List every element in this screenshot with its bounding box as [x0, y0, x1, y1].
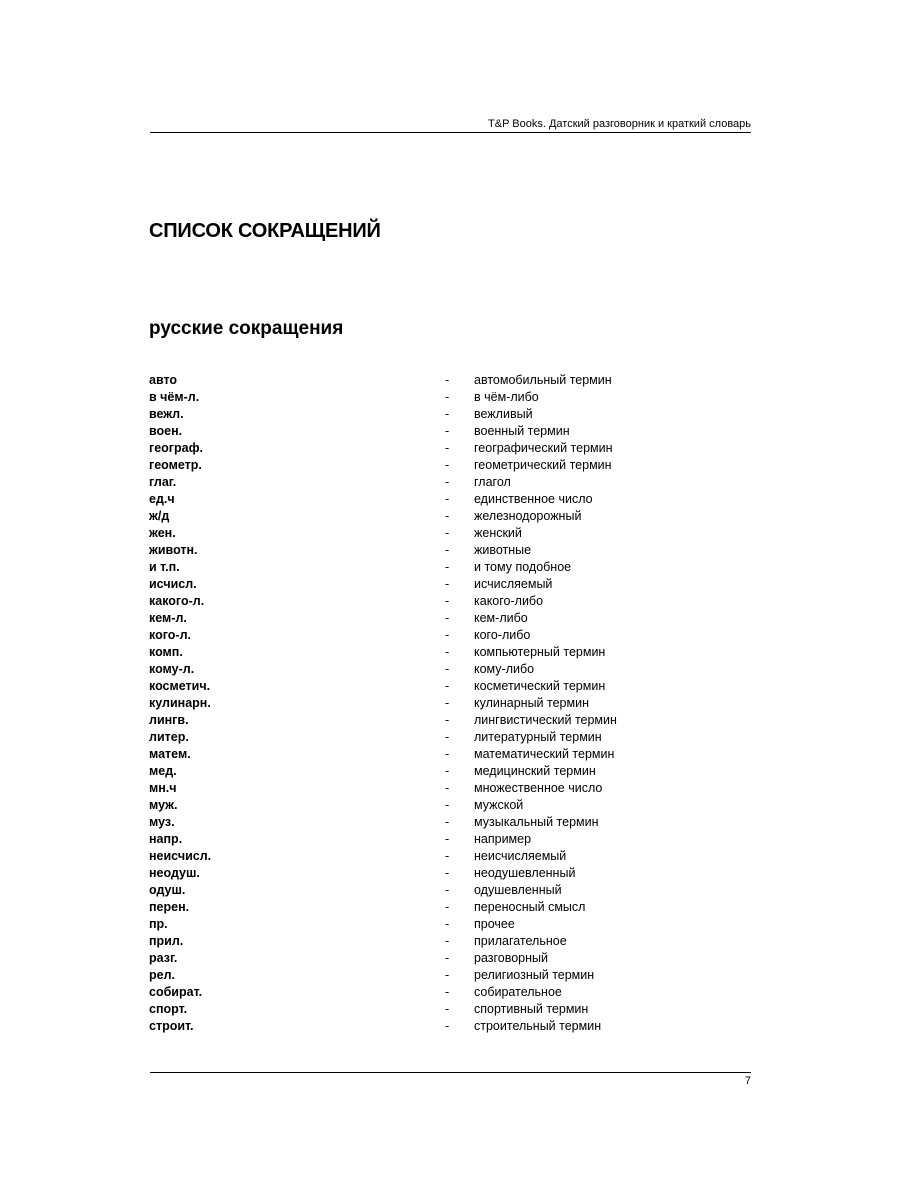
abbreviation-definition: женский — [474, 526, 522, 540]
abbreviation-definition: неисчисляемый — [474, 849, 567, 863]
running-header: T&P Books. Датский разговорник и краткий словарь — [488, 118, 751, 130]
list-item — [149, 525, 751, 542]
separator-dash: - — [445, 645, 450, 659]
abbreviation-definition: множественное число — [474, 781, 603, 795]
list-item — [149, 423, 751, 440]
list-item — [149, 1001, 751, 1018]
separator-dash: - — [445, 798, 450, 812]
separator-dash: - — [445, 900, 450, 914]
abbreviation-term: разг. — [149, 951, 178, 965]
separator-dash: - — [445, 696, 450, 710]
list-item — [149, 695, 751, 712]
list-item — [149, 899, 751, 916]
list-item — [149, 627, 751, 644]
abbreviation-term: мн.ч — [149, 781, 177, 795]
page-number: 7 — [744, 1075, 751, 1087]
abbreviation-definition: какого-либо — [474, 594, 544, 608]
separator-dash: - — [445, 934, 450, 948]
abbreviation-term: пр. — [149, 917, 168, 931]
abbreviation-term: неодуш. — [149, 866, 200, 880]
abbreviation-definition: собирательное — [474, 985, 562, 999]
abbreviation-term: жен. — [149, 526, 176, 540]
abbreviation-definition: спортивный термин — [474, 1002, 589, 1016]
list-item — [149, 763, 751, 780]
abbreviation-definition: военный термин — [474, 424, 570, 438]
abbreviation-term: одуш. — [149, 883, 186, 897]
abbreviation-term: ед.ч — [149, 492, 175, 506]
abbreviation-definition: и тому подобное — [474, 560, 572, 574]
list-item — [149, 457, 751, 474]
abbreviation-definition: географический термин — [474, 441, 613, 455]
abbreviation-definition: одушевленный — [474, 883, 562, 897]
abbreviation-definition: прочее — [474, 917, 515, 931]
separator-dash: - — [445, 968, 450, 982]
separator-dash: - — [445, 1019, 450, 1033]
abbreviation-term: исчисл. — [149, 577, 197, 591]
abbreviation-definition: кулинарный термин — [474, 696, 589, 710]
list-item — [149, 882, 751, 899]
separator-dash: - — [445, 1002, 450, 1016]
abbreviation-definition: вежливый — [474, 407, 533, 421]
abbreviation-term: географ. — [149, 441, 203, 455]
list-item — [149, 678, 751, 695]
separator-dash: - — [445, 747, 450, 761]
list-item — [149, 780, 751, 797]
abbreviation-term: лингв. — [149, 713, 189, 727]
separator-dash: - — [445, 679, 450, 693]
abbreviation-term: матем. — [149, 747, 191, 761]
separator-dash: - — [445, 917, 450, 931]
abbreviation-term: ж/д — [149, 509, 170, 523]
abbreviation-term: косметич. — [149, 679, 211, 693]
separator-dash: - — [445, 849, 450, 863]
abbreviation-definition: единственное число — [474, 492, 593, 506]
abbreviation-term: геометр. — [149, 458, 202, 472]
separator-dash: - — [445, 866, 450, 880]
abbreviation-definition: строительный термин — [474, 1019, 602, 1033]
separator-dash: - — [445, 424, 450, 438]
separator-dash: - — [445, 509, 450, 523]
list-item — [149, 610, 751, 627]
separator-dash: - — [445, 441, 450, 455]
list-item — [149, 661, 751, 678]
abbreviation-term: и т.п. — [149, 560, 180, 574]
abbreviation-term: в чём-л. — [149, 390, 200, 404]
abbreviation-definition: кого-либо — [474, 628, 531, 642]
list-item — [149, 712, 751, 729]
abbreviation-term: какого-л. — [149, 594, 205, 608]
separator-dash: - — [445, 611, 450, 625]
list-item — [149, 559, 751, 576]
abbreviation-definition: переносный смысл — [474, 900, 586, 914]
abbreviation-term: литер. — [149, 730, 189, 744]
abbreviation-term: кого-л. — [149, 628, 191, 642]
list-item — [149, 967, 751, 984]
separator-dash: - — [445, 407, 450, 421]
list-item — [149, 440, 751, 457]
abbreviation-definition: исчисляемый — [474, 577, 553, 591]
abbreviation-term: муж. — [149, 798, 178, 812]
abbreviation-term: кулинарн. — [149, 696, 211, 710]
section-title: русские сокращения — [149, 318, 344, 339]
separator-dash: - — [445, 526, 450, 540]
separator-dash: - — [445, 815, 450, 829]
list-item — [149, 950, 751, 967]
list-item — [149, 916, 751, 933]
separator-dash: - — [445, 492, 450, 506]
abbreviation-definition: компьютерный термин — [474, 645, 606, 659]
separator-dash: - — [445, 628, 450, 642]
separator-dash: - — [445, 985, 450, 999]
list-item — [149, 644, 751, 661]
abbreviation-definition: косметический термин — [474, 679, 606, 693]
abbreviation-definition: например — [474, 832, 532, 846]
separator-dash: - — [445, 832, 450, 846]
list-item — [149, 576, 751, 593]
abbreviation-term: глаг. — [149, 475, 177, 489]
list-item — [149, 372, 751, 389]
list-item — [149, 746, 751, 763]
footer-rule — [150, 1072, 751, 1073]
abbreviation-definition: литературный термин — [474, 730, 602, 744]
separator-dash: - — [445, 560, 450, 574]
abbreviation-definition: кому-либо — [474, 662, 535, 676]
abbreviation-definition: геометрический термин — [474, 458, 612, 472]
separator-dash: - — [445, 594, 450, 608]
separator-dash: - — [445, 764, 450, 778]
header-rule — [150, 132, 751, 133]
abbreviation-term: рел. — [149, 968, 176, 982]
list-item — [149, 831, 751, 848]
abbreviation-definition: неодушевленный — [474, 866, 576, 880]
abbreviation-term: авто — [149, 373, 178, 387]
separator-dash: - — [445, 951, 450, 965]
separator-dash: - — [445, 730, 450, 744]
list-item — [149, 797, 751, 814]
abbreviation-definition: животные — [474, 543, 532, 557]
separator-dash: - — [445, 883, 450, 897]
list-item — [149, 491, 751, 508]
abbreviation-definition: математический термин — [474, 747, 615, 761]
separator-dash: - — [445, 662, 450, 676]
abbreviation-term: кем-л. — [149, 611, 187, 625]
abbreviation-definition: прилагательное — [474, 934, 567, 948]
abbreviation-definition: кем-либо — [474, 611, 528, 625]
separator-dash: - — [445, 390, 450, 404]
separator-dash: - — [445, 475, 450, 489]
abbreviation-definition: глагол — [474, 475, 511, 489]
separator-dash: - — [445, 577, 450, 591]
abbreviation-term: напр. — [149, 832, 183, 846]
abbreviation-definition: разговорный — [474, 951, 549, 965]
list-item — [149, 848, 751, 865]
list-item — [149, 865, 751, 882]
separator-dash: - — [445, 713, 450, 727]
abbreviation-term: спорт. — [149, 1002, 188, 1016]
list-item — [149, 814, 751, 831]
abbreviation-list — [149, 372, 751, 1035]
abbreviation-term: неисчисл. — [149, 849, 212, 863]
list-item — [149, 1018, 751, 1035]
abbreviation-term: комп. — [149, 645, 183, 659]
list-item — [149, 474, 751, 491]
abbreviation-definition: музыкальный термин — [474, 815, 599, 829]
list-item — [149, 508, 751, 525]
abbreviation-term: кому-л. — [149, 662, 195, 676]
abbreviation-definition: лингвистический термин — [474, 713, 617, 727]
abbreviation-term: воен. — [149, 424, 183, 438]
separator-dash: - — [445, 458, 450, 472]
list-item — [149, 984, 751, 1001]
page-title: СПИСОК СОКРАЩЕНИЙ — [149, 220, 381, 242]
abbreviation-definition: железнодорожный — [474, 509, 582, 523]
abbreviation-definition: мужской — [474, 798, 524, 812]
list-item — [149, 406, 751, 423]
abbreviation-term: муз. — [149, 815, 175, 829]
abbreviation-term: вежл. — [149, 407, 184, 421]
separator-dash: - — [445, 373, 450, 387]
list-item — [149, 593, 751, 610]
separator-dash: - — [445, 781, 450, 795]
abbreviation-definition: религиозный термин — [474, 968, 595, 982]
abbreviation-term: перен. — [149, 900, 190, 914]
abbreviation-term: животн. — [149, 543, 198, 557]
list-item — [149, 729, 751, 746]
abbreviation-term: прил. — [149, 934, 184, 948]
abbreviation-term: мед. — [149, 764, 177, 778]
list-item — [149, 933, 751, 950]
separator-dash: - — [445, 543, 450, 557]
abbreviation-definition: автомобильный термин — [474, 373, 612, 387]
abbreviation-definition: медицинский термин — [474, 764, 596, 778]
list-item — [149, 542, 751, 559]
abbreviation-term: строит. — [149, 1019, 194, 1033]
list-item — [149, 389, 751, 406]
abbreviation-definition: в чём-либо — [474, 390, 539, 404]
abbreviation-term: собират. — [149, 985, 203, 999]
